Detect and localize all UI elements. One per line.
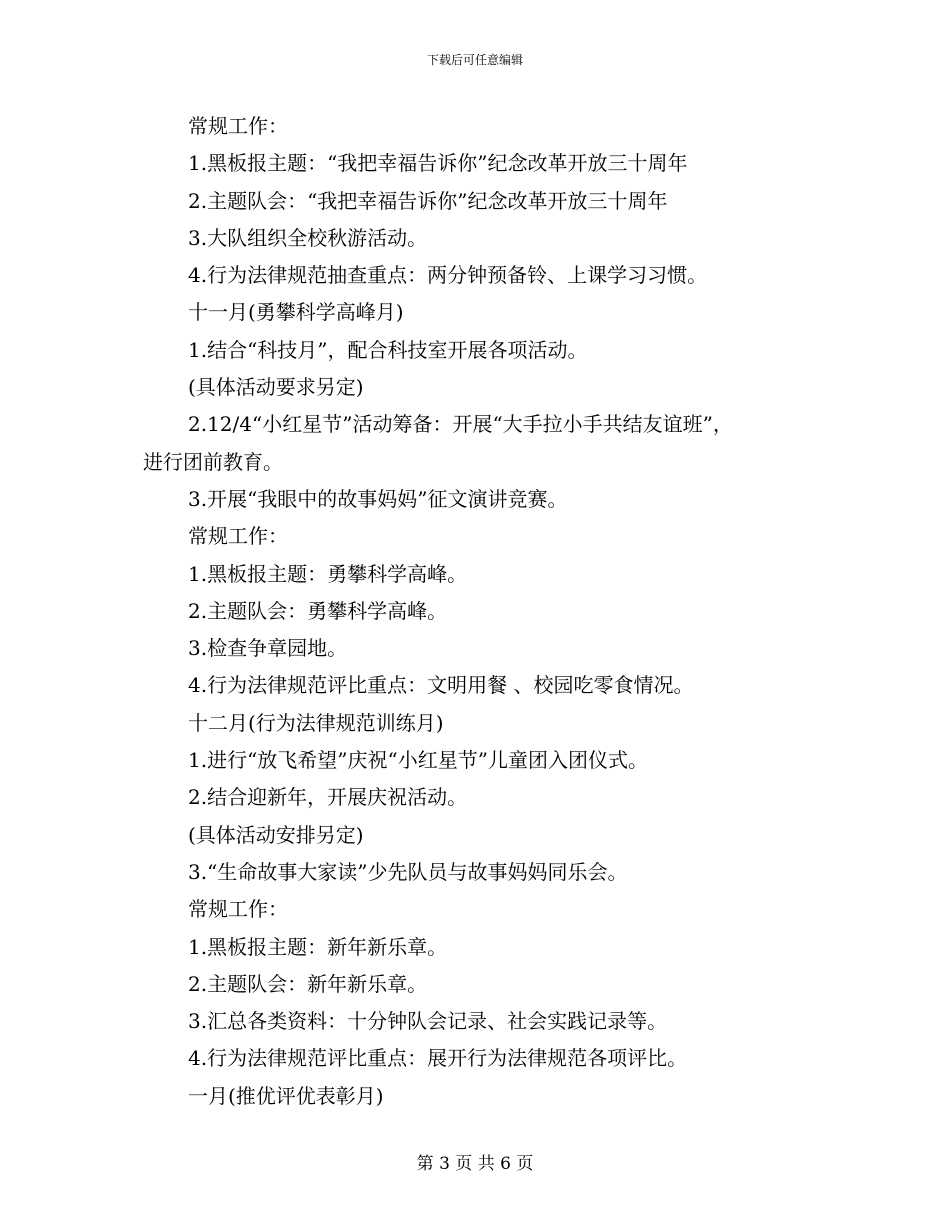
paragraph-line: 1.黑板报主题：勇攀科学高峰。	[188, 561, 468, 586]
paragraph-line: 4.行为法律规范抽查重点：两分钟预备铃、上课学习习惯。	[188, 263, 708, 288]
section-heading: 十二月(行为法律规范训练月)	[188, 710, 444, 735]
paragraph-line: 常规工作：	[188, 524, 288, 549]
paragraph-line: 进行团前教育。	[143, 449, 283, 474]
paragraph-line: 1.结合“科技月”，配合科技室开展各项活动。	[188, 337, 588, 362]
paragraph-line: 1.进行“放飞希望”庆祝“小红星节”儿童团入团仪式。	[188, 748, 648, 773]
paragraph-line: 4.行为法律规范评比重点：文明用餐 、校园吃零食情况。	[188, 673, 694, 698]
paragraph-line: 4.行为法律规范评比重点：展开行为法律规范各项评比。	[188, 1046, 688, 1071]
paragraph-line: 3.开展“我眼中的故事妈妈”征文演讲竞赛。	[188, 486, 568, 511]
section-heading: 十一月(勇攀科学高峰月)	[188, 300, 404, 325]
paragraph-line: 2.12/4“小红星节”活动筹备：开展“大手拉小手共结友谊班”，	[188, 412, 733, 437]
paragraph-line: 1.黑板报主题：新年新乐章。	[188, 934, 448, 959]
paragraph-line: 常规工作：	[188, 114, 288, 138]
page-number-footer: 第 3 页 共 6 页	[416, 1154, 534, 1174]
paragraph-line: 2.结合迎新年，开展庆祝活动。	[188, 785, 468, 810]
paragraph-line: 2.主题队会：勇攀科学高峰。	[188, 598, 448, 623]
paragraph-line: (具体活动要求另定)	[188, 375, 364, 400]
paragraph-line: 3.大队组织全校秋游活动。	[188, 225, 428, 250]
paragraph-line: 1.黑板报主题：“我把幸福告诉你”纪念改革开放三十周年	[188, 151, 688, 176]
document-body	[143, 108, 823, 1115]
section-heading: 一月(推优评优表彰月)	[188, 1083, 384, 1108]
paragraph-line: 2.主题队会：“我把幸福告诉你”纪念改革开放三十周年	[188, 188, 668, 213]
paragraph-line: 3.“生命故事大家读”少先队员与故事妈妈同乐会。	[188, 859, 628, 884]
paragraph-line: 3.检查争章园地。	[188, 636, 348, 661]
page-header: 下载后可任意编辑	[426, 53, 523, 67]
paragraph-line: 2.主题队会：新年新乐章。	[188, 971, 428, 996]
paragraph-line: (具体活动安排另定)	[188, 822, 364, 847]
paragraph-line: 常规工作：	[188, 897, 288, 922]
paragraph-line: 3.汇总各类资料：十分钟队会记录、社会实践记录等。	[188, 1009, 668, 1034]
